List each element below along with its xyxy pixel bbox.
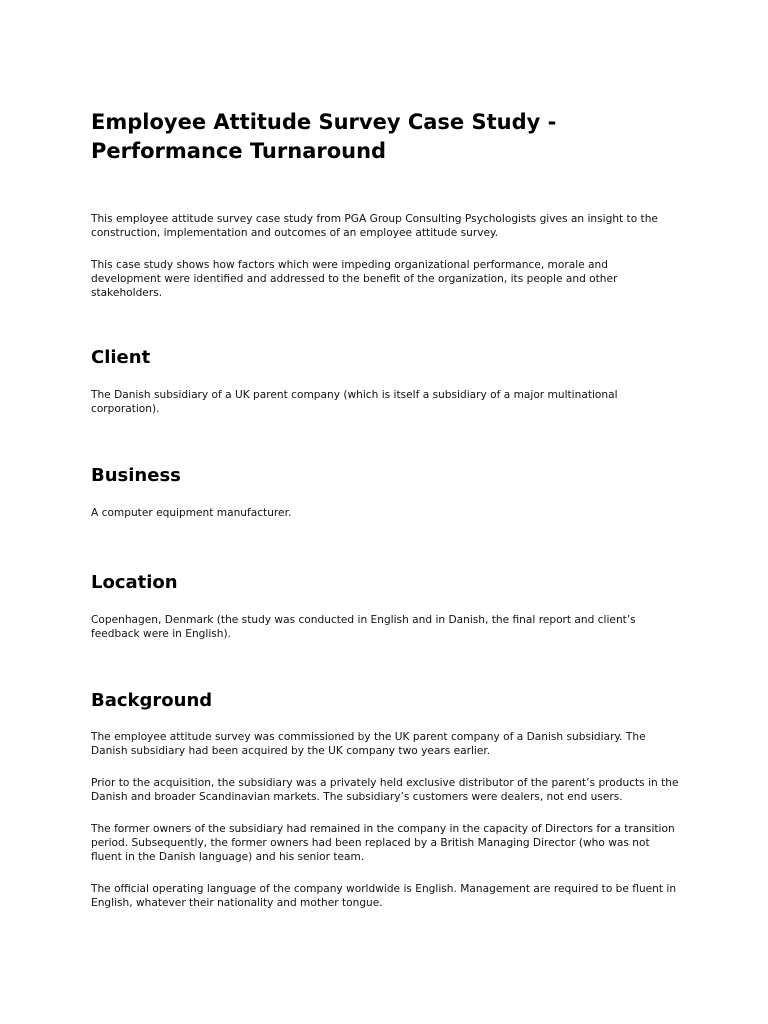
- section-heading-background: Background: [91, 690, 213, 711]
- location-paragraph: Copenhagen, Denmark (the study was conducted in English and in Danish, the final report and client’s feedback were in English).: [91, 614, 636, 640]
- background-paragraph: Prior to the acquisition, the subsidiary was a privately held exclusive distributor of the parent’s products in the Danish and broader Scandinavian markets. The subsidiary’s customers were dealers, not end users.: [91, 777, 679, 803]
- background-paragraph: The official operating language of the company worldwide is English. Management are required to be fluent in English, whatever their nationality and mother tongue.: [91, 883, 677, 909]
- intro-paragraph: This case study shows how factors which were impeding organizational performance, morale and development were identified and addressed to the benefit of the organization, its people and other stakeholders.: [91, 259, 618, 299]
- background-paragraph: The employee attitude survey was commissioned by the UK parent company of a Danish subsidiary. The Danish subsidiary had been acquired by the UK company two years earlier.: [91, 731, 646, 757]
- section-heading-business: Business: [91, 465, 181, 486]
- section-heading-client: Client: [91, 347, 151, 368]
- section-heading-location: Location: [91, 572, 178, 593]
- intro-paragraph: This employee attitude survey case study from PGA Group Consulting Psychologists gives an insight to the construction, implementation and outcomes of an employee attitude survey.: [91, 213, 658, 239]
- client-paragraph: The Danish subsidiary of a UK parent company (which is itself a subsidiary of a major multinational corporation).: [91, 389, 618, 415]
- page-title: Employee Attitude Survey Case Study - Performance Turnaround: [91, 110, 557, 163]
- background-paragraph: The former owners of the subsidiary had remained in the company in the capacity of Directors for a transition period. Subsequently, the former owners had been replaced by a British Managing Director (who was not fluent in the Danish language) and his senior team.: [91, 823, 675, 863]
- document-page: [91, 108, 681, 910]
- business-paragraph: A computer equipment manufacturer.: [91, 507, 292, 519]
